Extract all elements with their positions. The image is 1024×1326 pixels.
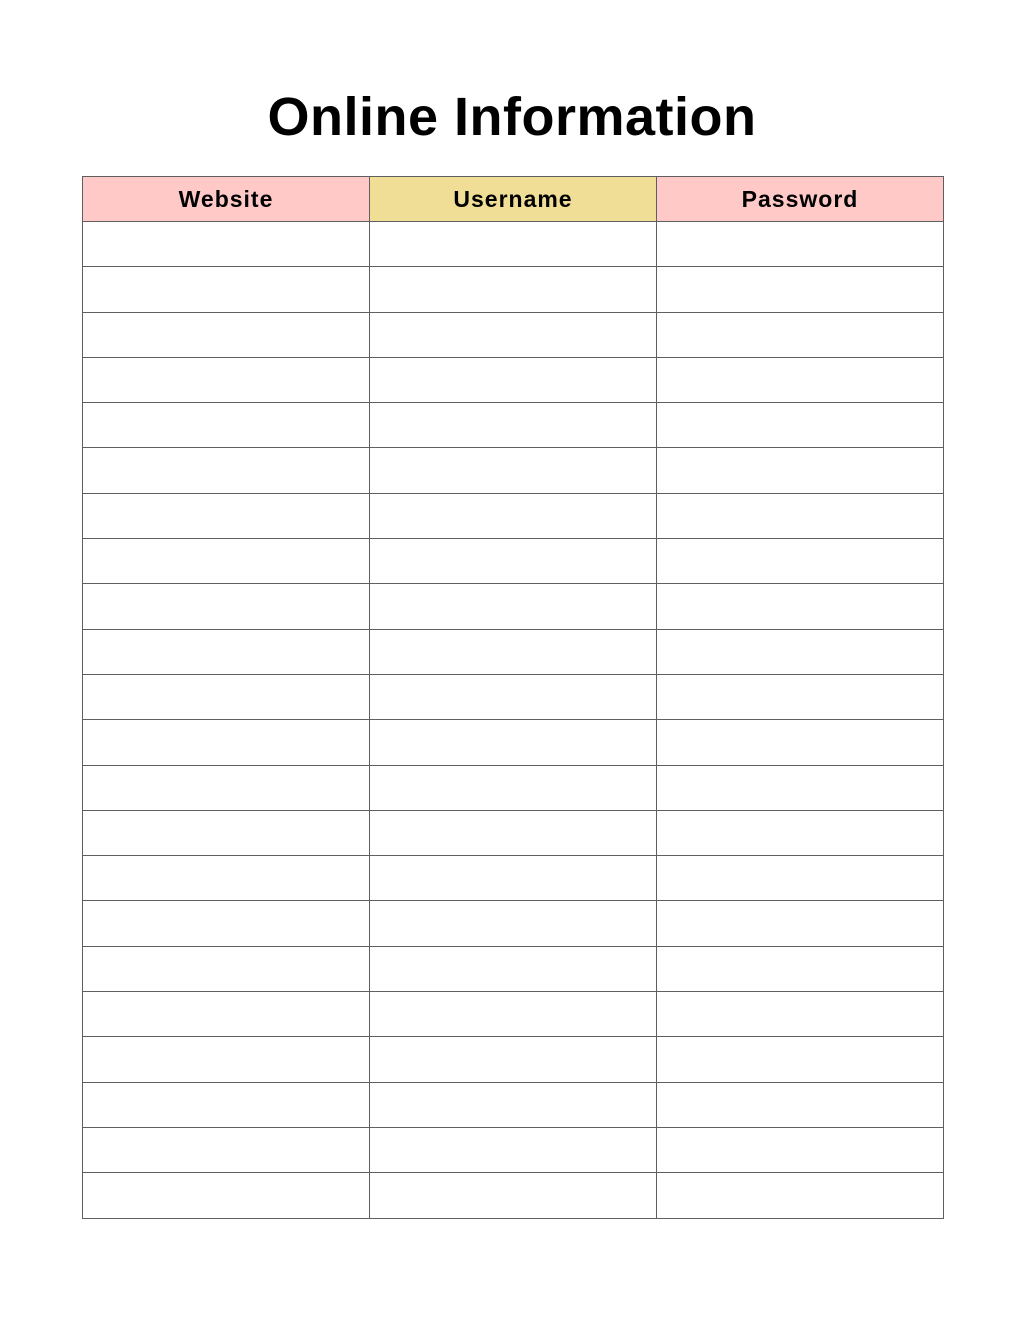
website-cell[interactable] xyxy=(83,1173,370,1218)
table-row xyxy=(83,448,944,493)
website-cell[interactable] xyxy=(83,720,370,765)
username-cell[interactable] xyxy=(370,267,657,312)
table-row xyxy=(83,222,944,267)
table-row xyxy=(83,901,944,946)
username-cell[interactable] xyxy=(370,720,657,765)
table-row xyxy=(83,539,944,584)
table-row xyxy=(83,720,944,765)
table-row xyxy=(83,1082,944,1127)
table-row xyxy=(83,992,944,1037)
password-cell[interactable] xyxy=(657,1173,944,1218)
username-cell[interactable] xyxy=(370,946,657,991)
website-cell[interactable] xyxy=(83,856,370,901)
website-cell[interactable] xyxy=(83,901,370,946)
page-title: Online Information xyxy=(267,87,757,147)
username-cell[interactable] xyxy=(370,403,657,448)
username-cell[interactable] xyxy=(370,810,657,855)
password-cell[interactable] xyxy=(657,720,944,765)
password-cell[interactable] xyxy=(657,946,944,991)
website-cell[interactable] xyxy=(83,403,370,448)
table-row xyxy=(83,674,944,719)
password-cell[interactable] xyxy=(657,629,944,674)
table-row xyxy=(83,1173,944,1218)
website-cell[interactable] xyxy=(83,493,370,538)
password-cell[interactable] xyxy=(657,539,944,584)
password-cell[interactable] xyxy=(657,856,944,901)
password-cell[interactable] xyxy=(657,493,944,538)
table-row xyxy=(83,267,944,312)
website-cell[interactable] xyxy=(83,946,370,991)
password-cell[interactable] xyxy=(657,901,944,946)
password-cell[interactable] xyxy=(657,222,944,267)
table-row xyxy=(83,1037,944,1082)
username-cell[interactable] xyxy=(370,357,657,402)
table-body xyxy=(83,222,944,1219)
username-cell[interactable] xyxy=(370,901,657,946)
website-cell[interactable] xyxy=(83,222,370,267)
table-row xyxy=(83,312,944,357)
username-cell[interactable] xyxy=(370,1082,657,1127)
username-cell[interactable] xyxy=(370,222,657,267)
password-cell[interactable] xyxy=(657,403,944,448)
table-row xyxy=(83,403,944,448)
password-cell[interactable] xyxy=(657,584,944,629)
username-cell[interactable] xyxy=(370,539,657,584)
username-cell[interactable] xyxy=(370,856,657,901)
table-row xyxy=(83,765,944,810)
password-cell[interactable] xyxy=(657,765,944,810)
table-row xyxy=(83,584,944,629)
website-cell[interactable] xyxy=(83,312,370,357)
password-cell[interactable] xyxy=(657,810,944,855)
table-row xyxy=(83,856,944,901)
table-row xyxy=(83,493,944,538)
website-cell[interactable] xyxy=(83,765,370,810)
username-cell[interactable] xyxy=(370,629,657,674)
table-row xyxy=(83,946,944,991)
username-cell[interactable] xyxy=(370,765,657,810)
username-cell[interactable] xyxy=(370,584,657,629)
password-cell[interactable] xyxy=(657,1082,944,1127)
website-cell[interactable] xyxy=(83,992,370,1037)
password-cell[interactable] xyxy=(657,992,944,1037)
username-cell[interactable] xyxy=(370,1127,657,1172)
password-cell[interactable] xyxy=(657,674,944,719)
username-cell[interactable] xyxy=(370,448,657,493)
username-cell[interactable] xyxy=(370,674,657,719)
username-cell[interactable] xyxy=(370,1173,657,1218)
column-header-password: Password xyxy=(657,177,944,222)
username-cell[interactable] xyxy=(370,493,657,538)
username-cell[interactable] xyxy=(370,992,657,1037)
password-cell[interactable] xyxy=(657,448,944,493)
password-cell[interactable] xyxy=(657,312,944,357)
website-cell[interactable] xyxy=(83,1127,370,1172)
password-cell[interactable] xyxy=(657,1037,944,1082)
website-cell[interactable] xyxy=(83,448,370,493)
header-row xyxy=(83,177,944,222)
website-cell[interactable] xyxy=(83,267,370,312)
table-row xyxy=(83,357,944,402)
username-cell[interactable] xyxy=(370,1037,657,1082)
password-cell[interactable] xyxy=(657,357,944,402)
website-cell[interactable] xyxy=(83,584,370,629)
website-cell[interactable] xyxy=(83,1082,370,1127)
column-header-website: Website xyxy=(83,177,370,222)
website-cell[interactable] xyxy=(83,629,370,674)
table-row xyxy=(83,1127,944,1172)
password-cell[interactable] xyxy=(657,267,944,312)
online-information-table xyxy=(82,176,944,1219)
website-cell[interactable] xyxy=(83,357,370,402)
username-cell[interactable] xyxy=(370,312,657,357)
website-cell[interactable] xyxy=(83,539,370,584)
column-header-username: Username xyxy=(370,177,657,222)
website-cell[interactable] xyxy=(83,674,370,719)
table-row xyxy=(83,810,944,855)
table-row xyxy=(83,629,944,674)
password-cell[interactable] xyxy=(657,1127,944,1172)
website-cell[interactable] xyxy=(83,1037,370,1082)
website-cell[interactable] xyxy=(83,810,370,855)
